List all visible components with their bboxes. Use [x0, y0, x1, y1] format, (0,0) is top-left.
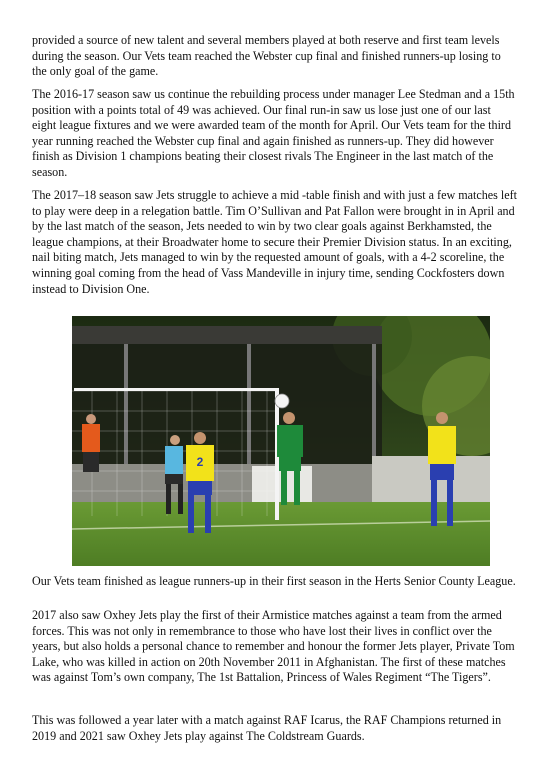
football-match-image	[72, 316, 490, 566]
pitch-grass	[72, 502, 490, 566]
stand-shadow	[72, 344, 382, 464]
paragraph-raf-coldstream: This was followed a year later with a match against RAF Icarus, the RAF Champions returned in 2019 and 2021 saw Oxhey Jets play against The Coldstream Guards.	[32, 713, 502, 743]
paragraph-armistice-matches: 2017 also saw Oxhey Jets play the first of their Armistice matches against a team from the armed forces. This was not only in remembrance to those who have lost their lives in conflict over the years, but also holds a personal chance to remember and honour the former Jets player, Private Tom Lake, who was killed in action on 20th November 2011 in Afghanistan. The first of these matches was against Tom’s own company, The 1st Battalion, Princess of Wales Regiment “The Tigers”.	[32, 608, 515, 685]
stand-roof	[72, 326, 382, 344]
match-photo	[72, 316, 490, 566]
paragraph-vets-2015-16: provided a source of new talent and several members played at both reserve and first team levels during the season. Our Vets team reached the Webster cup final and finished runners-up losing to the only goal of the game.	[32, 33, 501, 79]
paragraph-season-2017-18: The 2017–18 season saw Jets struggle to achieve a mid -table finish and with just a few matches left to play were deep in a relegation battle. Tim O’Sullivan and Pat Fallon were brought in in April and by the last match of the season, Jets needed to win by two clear goals against Berkhamsted, the league champions, at their Broadwater home to secure their Premier Division status. In an exciting, nail biting match, Jets managed to win by the requested amount of goals, with a 4-2 scoreline, the winning goal coming from the head of Vass Mandeville in injury time, sending Cockfosters down instead to Division One.	[32, 188, 517, 296]
football	[275, 394, 289, 408]
paragraph-season-2016-17: The 2016-17 season saw us continue the rebuilding process under manager Lee Stedman and a 15th position with a points total of 49 was achieved. Our final run-in saw us lose just one of our last eight league fixtures and we were awarded team of the month for April. Our Vets team for the third year running reached the Webster cup final and again finished as runners-up. They did however finish as Division 1 champions beating their closest rivals The Engineer in the last match of the season.	[32, 87, 515, 179]
paragraph-vets-herts-league: Our Vets team finished as league runners-up in their first season in the Herts Senior County League.	[32, 574, 516, 588]
shirt-number: 2	[196, 455, 204, 469]
